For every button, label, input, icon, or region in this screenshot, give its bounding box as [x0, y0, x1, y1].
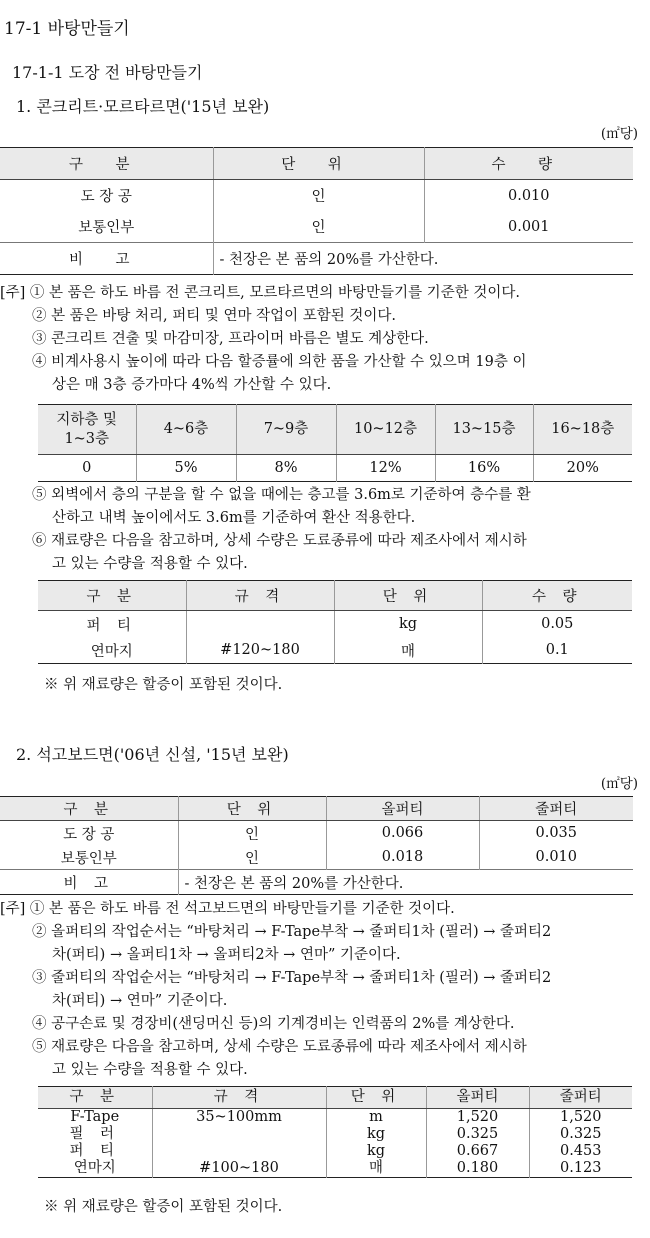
remark-label: 비 고	[0, 870, 178, 895]
header-cell: 줄퍼티	[479, 797, 633, 821]
cell: 인	[213, 211, 424, 243]
section-title: 17-1-1 도장 전 바탕만들기	[12, 63, 203, 82]
cell: #120~180	[186, 637, 334, 664]
remark-label: 비 고	[0, 243, 213, 275]
note-item: ② 올퍼티의 작업순서는 “바탕처리 → F-Tape부착 → 줄퍼티1차 (필러) → 줄퍼티2	[32, 924, 552, 940]
cell	[152, 1143, 326, 1160]
notes-gypsum	[0, 898, 551, 1082]
cell: 0.066	[326, 821, 479, 846]
note-item: ④ 공구손료 및 경장비(샌딩머신 등)의 기계경비는 인력품의 2%를 계상한다.	[32, 1016, 515, 1032]
cell: 인	[178, 845, 326, 870]
table-row	[0, 211, 633, 243]
header-cell: 수 량	[424, 148, 633, 180]
cell: 0.180	[426, 1160, 529, 1178]
table-header-row	[38, 1087, 632, 1109]
note-item: ③ 줄퍼티의 작업순서는 “바탕처리 → F-Tape부착 → 줄퍼티1차 (필러) → 줄퍼티2	[32, 970, 552, 986]
cell: 0.123	[529, 1160, 632, 1178]
header-cell: 단 위	[213, 148, 424, 180]
cell	[152, 1126, 326, 1143]
notes-concrete-2	[0, 484, 531, 576]
note-item: [주] ① 본 품은 하도 바름 전 석고보드면의 바탕만들기를 기준한 것이다.	[0, 901, 455, 917]
material-table-gypsum	[38, 1086, 632, 1178]
remark-text: - 천장은 본 품의 20%를 가산한다.	[213, 243, 633, 275]
header-cell: 단 위	[334, 581, 482, 611]
header-line: 지하층 및	[56, 411, 118, 428]
table-row	[0, 821, 633, 846]
cell: 0.018	[326, 845, 479, 870]
table-row	[38, 455, 632, 482]
table-row	[38, 1143, 632, 1160]
note-item: 산하고 내벽 높이에서도 3.6m를 기준하여 환산 적용한다.	[52, 510, 416, 526]
cell: 1,520	[529, 1109, 632, 1127]
cell: 매	[334, 637, 482, 664]
note-item: ⑤ 외벽에서 층의 구분을 할 수 없을 때에는 층고를 3.6m로 기준하여 층수를 환	[32, 487, 531, 503]
header-cell: 올퍼티	[326, 797, 479, 821]
table-row	[38, 1126, 632, 1143]
header-line: 1~3층	[64, 430, 110, 447]
cell: 0.010	[479, 845, 633, 870]
header-cell: 구 분	[0, 148, 213, 180]
labor-table-concrete	[0, 147, 633, 275]
cell: 도 장 공	[63, 826, 115, 843]
cell: 0.667	[426, 1143, 529, 1160]
cell: F-Tape	[70, 1109, 120, 1125]
cell: 보통인부	[60, 850, 117, 867]
note-item: ⑤ 재료량은 다음을 참고하며, 상세 수량은 도료종류에 따라 제조사에서 제시하	[32, 1039, 527, 1055]
header-cell: 7~9층	[236, 405, 336, 455]
note-item: [주] ① 본 품은 하도 바름 전 콘크리트, 모르타르면의 바탕만들기를 기준한 것이다.	[0, 285, 520, 301]
unit-label-2: (㎡당)	[600, 776, 638, 792]
cell: kg	[326, 1143, 426, 1160]
note-item: 차(퍼티) → 연마” 기준이다.	[52, 993, 228, 1009]
remark-text: - 천장은 본 품의 20%를 가산한다.	[178, 870, 633, 895]
note-item: 고 있는 수량을 적용할 수 있다.	[52, 1062, 248, 1078]
header-cell: 16~18층	[533, 405, 632, 455]
cell: 0.1	[482, 637, 632, 664]
header-cell: 올퍼티	[426, 1087, 529, 1109]
footnote-concrete: ※ 위 재료량은 할증이 포함된 것이다.	[44, 677, 283, 693]
header-cell: 단 위	[326, 1087, 426, 1109]
cell: 8%	[236, 455, 336, 482]
table-row	[38, 611, 632, 638]
cell: 연마지	[90, 643, 133, 660]
cell: 12%	[336, 455, 435, 482]
note-item: ③ 콘크리트 견출 및 마감미장, 프라이머 바름은 별도 계상한다.	[32, 331, 429, 347]
note-item: 고 있는 수량을 적용할 수 있다.	[52, 556, 248, 572]
cell: 20%	[533, 455, 632, 482]
header-cell: 구 분	[38, 581, 186, 611]
header-cell: 규 격	[152, 1087, 326, 1109]
header-cell	[38, 405, 136, 455]
header-cell: 10~12층	[336, 405, 435, 455]
note-item: ② 본 품은 바탕 처리, 퍼티 및 연마 작업이 포함된 것이다.	[32, 308, 396, 324]
cell: 0.001	[424, 211, 633, 243]
cell: 연마지	[73, 1160, 116, 1176]
cell: kg	[334, 611, 482, 638]
unit-label: (㎡당)	[600, 126, 638, 142]
header-cell: 13~15층	[435, 405, 533, 455]
cell: 5%	[136, 455, 236, 482]
cell: #100~180	[152, 1160, 326, 1178]
cell: 0.325	[529, 1126, 632, 1143]
cell: 0.035	[479, 821, 633, 846]
remark-row	[0, 870, 633, 895]
cell: 0.325	[426, 1126, 529, 1143]
header-cell: 규 격	[186, 581, 334, 611]
cell: m	[326, 1109, 426, 1127]
header-cell: 구 분	[0, 797, 178, 821]
footnote-gypsum: ※ 위 재료량은 할증이 포함된 것이다.	[44, 1199, 283, 1215]
subsection-title-gypsum: 2. 석고보드면('06년 신설, '15년 보완)	[16, 745, 289, 764]
header-cell: 4~6층	[136, 405, 236, 455]
note-item: ④ 비계사용시 높이에 따라 다음 할증률에 의한 품을 가산할 수 있으며 19층 이	[32, 354, 527, 370]
cell: 필 러	[69, 1126, 121, 1142]
table-header-row	[38, 405, 632, 455]
scaffold-surcharge-table	[38, 404, 632, 482]
cell	[186, 611, 334, 638]
cell: 1,520	[426, 1109, 529, 1127]
cell: 보통인부	[78, 220, 135, 236]
cell: 0.453	[529, 1143, 632, 1160]
note-item: 상은 매 3층 증가마다 4%씩 가산할 수 있다.	[52, 377, 332, 393]
cell: 퍼 티	[86, 617, 138, 634]
cell: 도 장 공	[80, 189, 132, 205]
material-table-concrete	[38, 580, 632, 664]
table-row	[0, 845, 633, 870]
table-row	[38, 637, 632, 664]
header-cell: 단 위	[178, 797, 326, 821]
cell: 16%	[435, 455, 533, 482]
table-header-row	[38, 581, 632, 611]
notes-concrete	[0, 282, 526, 397]
cell: 매	[326, 1160, 426, 1178]
cell: 인	[178, 821, 326, 846]
subsection-title-concrete: 1. 콘크리트·모르타르면('15년 보완)	[16, 97, 270, 116]
note-item: ⑥ 재료량은 다음을 참고하며, 상세 수량은 도료종류에 따라 제조사에서 제시하	[32, 533, 527, 549]
header-cell: 수 량	[482, 581, 632, 611]
header-cell: 구 분	[38, 1087, 152, 1109]
cell: 0	[82, 460, 92, 476]
cell: 퍼 티	[69, 1143, 121, 1159]
cell: kg	[326, 1126, 426, 1143]
remark-row	[0, 243, 633, 275]
table-header-row	[0, 148, 633, 180]
chapter-title: 17-1 바탕만들기	[4, 19, 130, 39]
table-row	[38, 1109, 632, 1127]
cell: 0.010	[424, 180, 633, 212]
cell: 35~100mm	[152, 1109, 326, 1127]
note-item: 차(퍼티) → 올퍼티1차 → 올퍼티2차 → 연마” 기준이다.	[52, 947, 401, 963]
table-header-row	[0, 797, 633, 821]
table-row	[38, 1160, 632, 1178]
labor-table-gypsum	[0, 796, 633, 895]
cell: 0.05	[482, 611, 632, 638]
header-cell: 줄퍼티	[529, 1087, 632, 1109]
table-row	[0, 180, 633, 212]
cell: 인	[213, 180, 424, 212]
